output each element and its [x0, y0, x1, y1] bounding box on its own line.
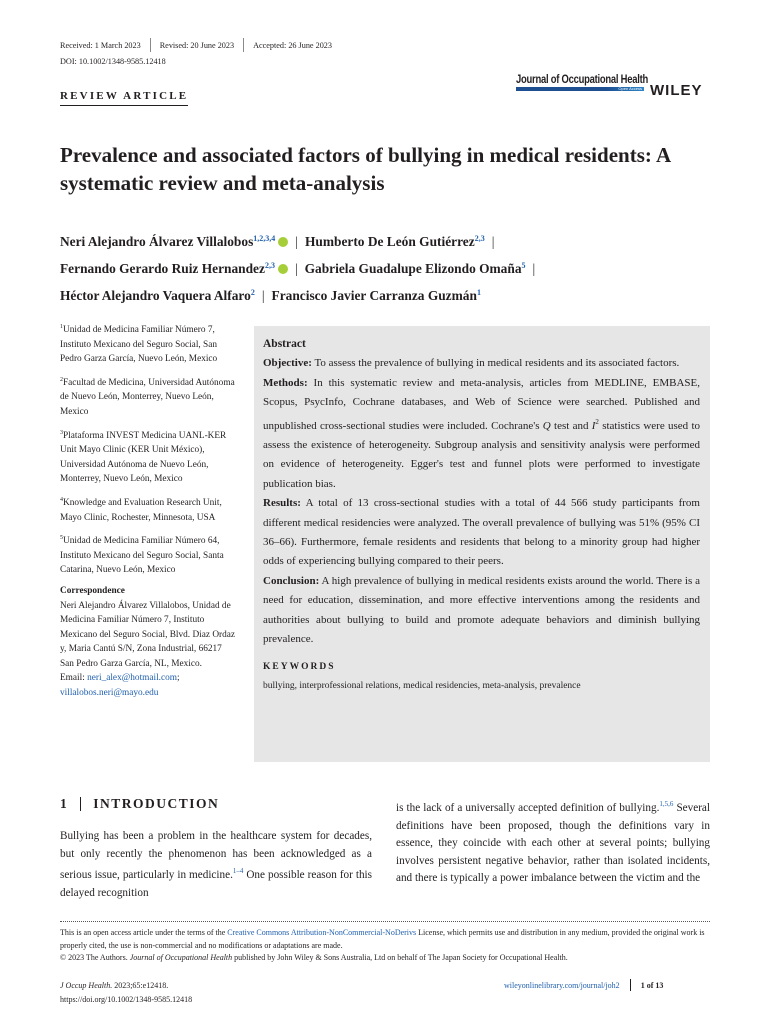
affiliation-text: Facultad de Medicina, Universidad Autónoma de Nuevo León, Monterrey, Nuevo León, Mexico — [60, 377, 235, 417]
author-separator: | — [491, 234, 495, 249]
affiliation-number: 1 — [60, 324, 63, 330]
body-text: One possible reason for this delayed recognition — [60, 869, 373, 899]
objective-text: To assess the prevalence of bullying in medical residents and its associated factors. — [314, 357, 680, 370]
license-text — [60, 927, 710, 965]
revised-date: Revised: 20 June 2023 — [159, 40, 235, 50]
results-text: A total of 13 cross-sectional studies with a total of 44 566 study participants from different medical residencies were analyzed. The overall prevalence of bullying was 51% (95% CI 36–66). Furthermore, female residents and residents that belong to a minority group had higher odds of experiencing bullying compared to their peers. — [263, 497, 700, 568]
affiliation-text: Unidad de Medicina Familiar Número 7, Instituto Mexicano del Seguro Social, San Pedro Garza García, Nuevo León, Mexico — [60, 325, 218, 365]
doi[interactable]: DOI: 10.1002/1348-9585.12418 — [60, 57, 166, 66]
footer-doi-link[interactable]: https://doi.org/10.1002/1348-9585.12418 — [60, 995, 193, 1004]
orcid-icon[interactable] — [278, 237, 288, 247]
affiliation-text: Plataforma INVEST Medicina UANL-KER Unit Mayo Clinic (KER Unit México), Universidad Autónoma de Nuevo León, Monterrey, Nuevo León, Mexico — [60, 430, 227, 485]
copyright-text: published by John Wiley & Sons Australia, Ltd on behalf of The Japan Society for Occupational Health. — [232, 953, 568, 963]
license-link[interactable]: Creative Commons Attribution-NonCommercial-NoDerivs — [227, 928, 417, 937]
article-title: Prevalence and associated factors of bullying in medical residents: A systematic review and meta-analysis — [60, 143, 670, 195]
author-affiliation-ref[interactable]: 2 — [250, 288, 255, 297]
abstract-results — [263, 494, 700, 572]
affiliation — [60, 426, 238, 487]
keywords-heading: KEYWORDS — [263, 661, 336, 672]
copyright-text: © 2023 The Authors. — [60, 953, 130, 963]
divider — [150, 38, 151, 52]
open-access-badge: Open Access — [618, 86, 642, 91]
abstract-heading: Abstract — [263, 338, 306, 350]
email-link[interactable]: villalobos.neri@mayo.edu — [60, 688, 159, 699]
license-divider — [60, 921, 710, 922]
footer-citation-text: 2023;65:e12418. — [112, 981, 169, 990]
affiliation-number: 5 — [60, 535, 63, 542]
affiliation-number: 4 — [60, 496, 63, 503]
article-dates — [60, 38, 332, 52]
results-label: Results: — [263, 497, 301, 510]
methods-text: test and — [554, 419, 589, 432]
abstract-methods — [263, 374, 700, 494]
author-separator: | — [295, 234, 298, 249]
abstract-box — [254, 326, 710, 762]
body-column-left — [60, 828, 372, 902]
correspondence-text: Neri Alejandro Álvarez Villalobos, Unidad de Medicina Familiar Número 7, Instituto Mexicano del Seguro Social, Blvd. Diaz Ordaz y, Maria Cantú S/N, Zona Industrial, 66217 San Pedro Garza García, NL, Mexico. — [60, 600, 236, 669]
body-text: Bullying has been a problem in the healthcare system for decades, but only recently the phenomenon has been acknowledged as a serious issue, particularly in medicine. — [60, 830, 372, 882]
section-title: INTRODUCTION — [93, 796, 220, 811]
author-affiliation-ref[interactable]: 2,3 — [264, 261, 275, 270]
methods-i: I — [591, 419, 596, 432]
affiliation-text: Unidad de Medicina Familiar Número 64, Instituto Mexicano del Seguro Social, Santa Catarina, Nuevo León, Mexico — [60, 536, 224, 576]
license-text-part: This is an open access article under the terms of the — [60, 928, 228, 937]
affiliation-text: Knowledge and Evaluation Research Unit, Mayo Clinic, Rochester, Minnesota, USA — [60, 497, 222, 523]
affiliation — [60, 320, 238, 367]
correspondence-heading: Correspondence — [60, 585, 125, 596]
abstract-conclusion — [263, 572, 700, 650]
keywords: bullying, interprofessional relations, medical residencies, meta-analysis, prevalence — [263, 680, 581, 691]
orcid-icon[interactable] — [278, 264, 288, 274]
affiliation — [60, 373, 238, 420]
footer-divider — [630, 979, 631, 991]
journal-name: Journal of Occupational Health — [516, 74, 648, 86]
objective-label: Objective: — [263, 357, 312, 370]
license-text-part: License, which permits use and distribution in any medium, provided the original work is properly cited, the use is non-commercial and no modifications or adaptations are made. — [60, 928, 705, 950]
author-separator: | — [261, 288, 265, 303]
body-text: is the lack of a universally accepted definition of bullying. — [396, 802, 660, 814]
affiliation-number: 2 — [60, 376, 63, 383]
received-date: Received: 1 March 2023 — [60, 40, 141, 50]
section-divider — [80, 797, 81, 811]
methods-label: Methods: — [263, 376, 308, 389]
citation-ref[interactable]: 1,5,6 — [659, 800, 674, 808]
correspondence-address — [60, 599, 238, 701]
author-name[interactable]: Héctor Alejandro Vaquera Alfaro — [60, 288, 251, 303]
author-name[interactable]: Humberto De León Gutiérrez — [304, 234, 475, 249]
methods-text: statistics were used to assess the existence of heterogeneity. Subgroup analysis and sensitivity analysis were performed on evidence of heterogeneity. Egger's test and funnel plots were performed to investigate publication bias. — [263, 419, 700, 490]
footer-journal: J Occup Health. — [60, 981, 113, 990]
affiliation — [60, 493, 238, 525]
email-link[interactable]: neri_alex@hotmail.com — [87, 673, 178, 684]
journal-site-link[interactable]: wileyonlinelibrary.com/journal/joh2 — [504, 980, 620, 990]
affiliations — [60, 320, 238, 701]
divider — [243, 38, 244, 52]
author-name[interactable]: Fernando Gerardo Ruiz Hernandez — [60, 261, 265, 276]
author-affiliation-ref[interactable]: 2,3 — [474, 234, 485, 243]
body-column-right — [396, 796, 710, 888]
conclusion-text: A high prevalence of bullying in medical residents exists around the world. There is a need for education, dissemination, and more effective interventions among the residents and authorities about bullying to build and promote adequate behaviors and diminish bullying prevalence. — [263, 574, 700, 646]
author-name[interactable]: Neri Alejandro Álvarez Villalobos — [60, 234, 254, 249]
methods-q: Q — [542, 419, 551, 432]
section-heading — [60, 796, 219, 812]
author-name[interactable]: Gabriela Guadalupe Elizondo Omaña — [304, 261, 522, 276]
author-affiliation-ref[interactable]: 1,2,3,4 — [253, 234, 276, 243]
affiliation — [60, 531, 238, 578]
author-list — [60, 227, 720, 308]
author-affiliation-ref[interactable]: 5 — [521, 261, 526, 270]
footer-citation — [60, 979, 192, 1007]
author-separator: | — [532, 261, 536, 276]
footer-right — [504, 979, 663, 991]
conclusion-label: Conclusion: — [263, 574, 320, 587]
body-text: Several definitions have been proposed, though the definitions vary in essence, they coincide with each other at several points; bullying involves persistent negative behavior, rather than isolated incidents, and there is typically a power imbalance between the victim and the — [396, 802, 711, 885]
citation-ref[interactable]: 1–4 — [232, 867, 244, 876]
email-label: Email: — [60, 673, 85, 684]
accepted-date: Accepted: 26 June 2023 — [253, 40, 332, 50]
journal-name-italic: Journal of Occupational Health — [129, 953, 233, 963]
journal-logo[interactable] — [516, 74, 648, 91]
publisher-logo[interactable]: WILEY — [650, 82, 703, 99]
article-type: REVIEW ARTICLE — [60, 90, 188, 106]
affiliation-number: 3 — [60, 429, 63, 436]
email-separator: ; — [177, 673, 180, 684]
methods-text: In this systematic review and meta-analysis, articles from MEDLINE, EMBASE, Scopus, PsycInfo, Cochrane databases, and Web of Science were searched. Published and unpublished cross-sectional studies were included. Cochrane's — [263, 376, 701, 432]
section-number: 1 — [60, 796, 69, 811]
methods-i-sup: 2 — [595, 417, 599, 426]
author-affiliation-ref[interactable]: 1 — [476, 288, 481, 297]
journal-logo-bar — [516, 87, 644, 91]
page-number: 1 of 13 — [640, 980, 664, 990]
author-separator: | — [294, 261, 298, 276]
abstract-objective — [263, 354, 700, 373]
author-name[interactable]: Francisco Javier Carranza Guzmán — [271, 288, 477, 303]
